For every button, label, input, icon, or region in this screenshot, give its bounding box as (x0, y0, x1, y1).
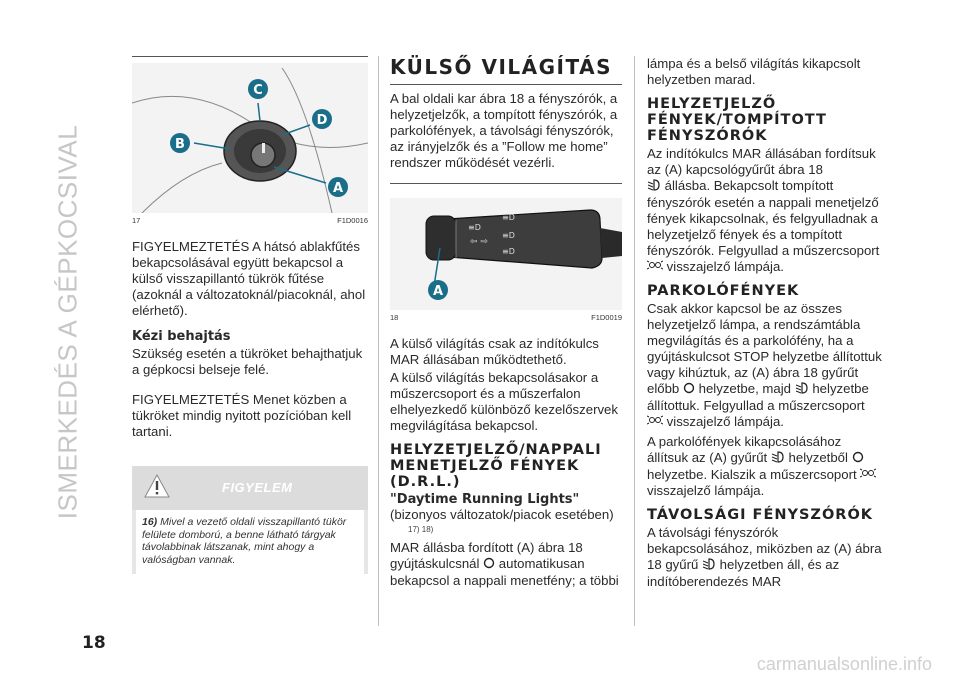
figure-code: F1D0016 (337, 216, 368, 225)
high-beam-text-1: A távolsági fényszórók bekapcsolásához, miközben az (A) ábra 18 gyűrű (647, 525, 882, 573)
heated-mirror-paragraph: FIGYELMEZTETÉS A hátsó ablakfűtés bekapcsolásával együtt bekapcsol a külső visszapillantó tükrök fűtése (azoknál a változatoknál/piacoknál, ahol elérhető). (132, 239, 366, 318)
drl-references: 17) 18) (408, 525, 434, 534)
column-top-rule (132, 56, 368, 57)
manual-folding-heading: Kézi behajtás (132, 329, 231, 344)
callout-a: A (332, 181, 344, 196)
parking-lights-heading: PARKOLÓFÉNYEK (647, 283, 800, 300)
heading-rule (390, 84, 622, 85)
figure-caption (390, 310, 622, 322)
exterior-lighting-heading: KÜLSŐ VILÁGÍTÁS (390, 55, 612, 79)
parking-light-icon (647, 414, 663, 430)
callout-a: A (432, 284, 444, 299)
dipped-beam-icon (647, 179, 661, 195)
dipped-beam-heading: HELYZETJELZŐ FÉNYEK/TOMPÍTOTT FÉNYSZÓRÓK (647, 96, 827, 144)
high-beam-paragraph (647, 525, 882, 590)
column-divider (378, 56, 379, 626)
drl-text-2: automatikusan bekapcsol a nappali menetfény; a többi (390, 556, 619, 588)
high-beam-text-2: helyzetben áll, és az indítóberendezés MAR (647, 557, 840, 589)
watermark: carmanualsonline.info (756, 654, 932, 674)
parking-text-2: helyzetbe, majd (698, 381, 791, 397)
drl-paragraph (390, 540, 622, 589)
figure-17-mirror-control (132, 63, 368, 213)
svg-text:⇦ ⇨: ⇦ ⇨ (470, 237, 488, 247)
callout-b: B (175, 137, 185, 152)
parking-off-text-4: visszajelző lámpája. (647, 483, 765, 499)
warning-title: FIGYELEM (222, 480, 293, 495)
off-ring-icon (852, 451, 864, 467)
figure-caption (132, 213, 368, 225)
svg-text:≡D: ≡D (502, 213, 515, 222)
parking-off-text-2: helyzetből (788, 450, 848, 466)
parking-text-1: Csak akkor kapcsol be az összes helyzetjelző lámpa, a rendszámtábla megvilágítás és a parkolófény, ha a gyújtáskulcsot STOP helyzetbe állítottuk vagy kihúztuk, az (A) ábra 18 gyűrűt előbb (647, 301, 882, 397)
svg-text:≡D: ≡D (502, 247, 515, 256)
warning-text (136, 510, 364, 574)
figure-18-light-stalk (390, 198, 622, 310)
dipped-beam-icon (795, 382, 809, 398)
drl-note: (bizonyos változatok/piacok esetében) (390, 507, 614, 522)
mirror-control-illustration (132, 63, 368, 213)
parking-light-icon (647, 259, 663, 275)
warning-header (132, 466, 368, 510)
dashboard-light-paragraph: A külső világítás bekapcsolásakor a műszercsoport és a műszerfalon elhelyezkedő különböző kezelőszervek megvilágítása bekapcsol. (390, 370, 618, 433)
manual-folding-paragraph: Szükség esetén a tükröket behajthatjuk a gépkocsi belseje felé. (132, 346, 363, 377)
parking-text-3: helyzetbe állítottuk. Felgyullad a műszercsoport (647, 381, 869, 413)
continued-paragraph: lámpa és a belső világítás kikapcsolt helyzetben marad. (647, 56, 861, 87)
dipped-beam-icon (702, 558, 716, 574)
figure-top-rule (390, 183, 622, 184)
column-divider (634, 56, 635, 626)
off-ring-icon (683, 382, 695, 398)
callout-d: D (316, 113, 328, 128)
parking-off-text-3: helyzetbe. Kialszik a műszercsoport (647, 466, 857, 482)
off-ring-icon (483, 557, 495, 573)
figure-number: 18 (390, 313, 399, 322)
driving-note-paragraph: FIGYELMEZTETÉS Menet közben a tükröket mindig nyitott pozícióban kell tartani. (132, 392, 352, 439)
dipped-beam-paragraph (647, 146, 882, 275)
parking-off-text-1: A parkolófények kikapcsolásához állítsuk az (A) gyűrűt (647, 434, 842, 466)
warning-box (132, 466, 368, 574)
left-lever-paragraph: A bal oldali kar ábra 18 a fényszórók, a helyzetjelzők, a tompított fényszórók, a parkolófények, a távolsági fényszórók, az irányjelzők és a ”Follow me home” rendszer működését vezérli. (390, 91, 618, 170)
drl-subheading: "Daytime Running Lights" (390, 492, 580, 507)
dipped-text-1: Az indítókulcs MAR állásában fordítsuk az (A) kapcsológyűrűt ábra 18 (647, 146, 876, 177)
parking-off-paragraph (647, 434, 882, 499)
callout-c: C (253, 83, 263, 98)
figure-number: 17 (132, 216, 141, 225)
dipped-beam-icon (771, 451, 785, 467)
dipped-text-3: visszajelző lámpája. (666, 258, 784, 274)
figure-code: F1D0019 (591, 313, 622, 322)
high-beam-heading: TÁVOLSÁGI FÉNYSZÓRÓK (647, 507, 874, 524)
parking-light-icon (860, 467, 876, 483)
svg-text:≡D: ≡D (502, 231, 515, 240)
section-side-title: ISMERKEDÉS A GÉPKOCSIVAL (52, 124, 83, 520)
column-1 (132, 56, 368, 574)
column-2 (390, 56, 622, 589)
warning-body: Mivel a vezető oldali visszapillantó tükör felülete domború, a benne látható tárgyak távolabbinak látszanak, mint ahogy a valóságban vannak. (142, 516, 347, 566)
ignition-paragraph: A külső világítás csak az indítókulcs MAR állásában működtethető. (390, 336, 599, 367)
page-number: 18 (82, 633, 106, 653)
dipped-text-2: állásba. Bekapcsolt tompított fényszórók esetén a nappali menetjelző fények kikapcsolnak, és felgyulladnak a helyzetjelző fények és a tompított fényszórók. Felgyullad a műszercsoport (647, 178, 880, 258)
parking-text-4: visszajelző lámpája. (666, 413, 784, 429)
warning-number: 16) (142, 516, 158, 528)
parking-lights-paragraph (647, 301, 882, 430)
warning-triangle-icon (144, 474, 170, 498)
drl-heading: HELYZETJELZŐ/NAPPALI MENETJELZŐ FÉNYEK (D.R.L.) (390, 442, 602, 490)
column-3 (647, 56, 882, 590)
svg-text:≡D: ≡D (468, 223, 481, 232)
light-stalk-illustration (390, 198, 622, 310)
drl-text-1: MAR állásba fordított (A) ábra 18 gyújtáskulcsnál (390, 540, 583, 571)
